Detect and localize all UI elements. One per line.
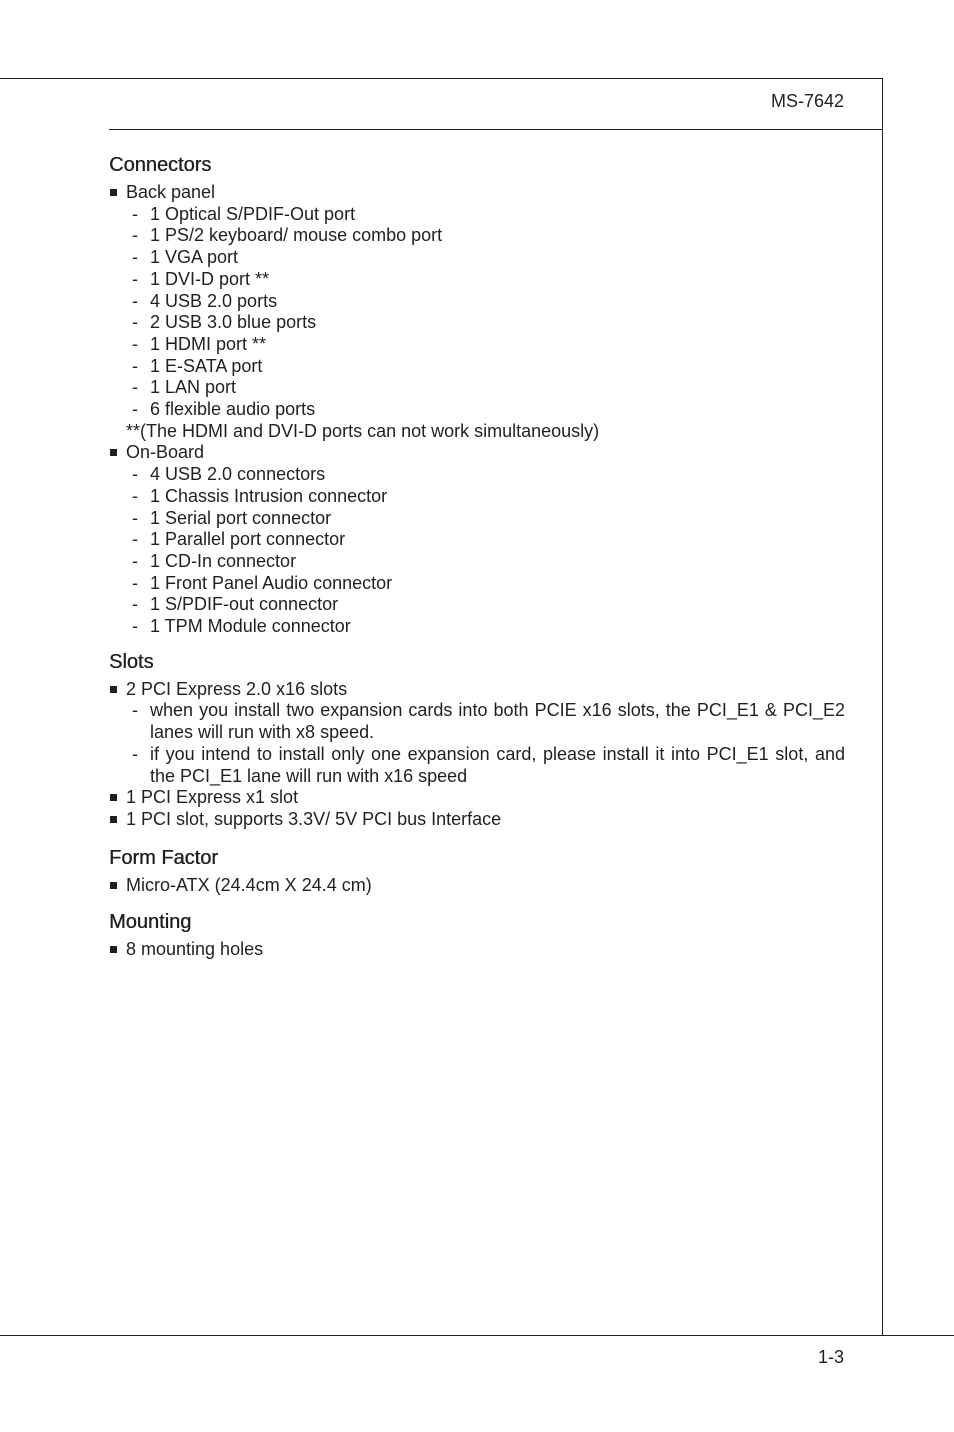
page-number: 1-3 <box>817 1347 844 1367</box>
sub-item: - 1 Chassis Intrusion connector <box>132 485 388 506</box>
sub-item: - 1 Optical S/PDIF-Out port <box>132 203 356 224</box>
footnote: **(The HDMI and DVI-D ports can not work simultaneously) <box>126 420 600 441</box>
sub-item: - 1 Parallel port connector <box>132 529 346 550</box>
top-rule <box>0 78 883 79</box>
section-form-factor <box>109 844 845 897</box>
square-bullet-icon <box>110 189 117 196</box>
square-bullet-icon <box>110 794 117 801</box>
header-rule <box>109 129 883 130</box>
right-margin-rule <box>882 78 883 1335</box>
item-label: 8 mounting holes <box>126 939 264 960</box>
sub-item: - 1 Serial port connector <box>132 507 332 528</box>
spec-content <box>109 151 845 969</box>
section-title-form-factor: Form Factor <box>109 846 218 869</box>
square-bullet-icon <box>110 686 117 693</box>
sub-item: - 4 USB 2.0 connectors <box>132 464 326 485</box>
sub-item: - 2 USB 3.0 blue ports <box>132 312 317 333</box>
section-title-mounting: Mounting <box>109 911 192 934</box>
item-label: 2 PCI Express 2.0 x16 slots <box>126 678 348 699</box>
square-bullet-icon <box>110 946 117 953</box>
sub-item: - 1 S/PDIF-out connector <box>132 594 339 615</box>
model-number: MS-7642 <box>770 91 844 111</box>
item-label: Back panel <box>126 182 216 202</box>
sub-item: - 1 E-SATA port <box>132 355 263 376</box>
list-item-on-board <box>109 442 845 464</box>
sub-item: - 1 LAN port <box>132 377 237 398</box>
item-label: On-Board <box>126 442 205 463</box>
sub-item: - 1 VGA port <box>132 247 239 268</box>
sub-item: - 6 flexible audio ports <box>132 399 316 420</box>
sub-item: - 1 HDMI port ** <box>132 333 267 354</box>
list-item <box>109 679 845 701</box>
sub-item: - 1 DVI-D port ** <box>132 268 270 289</box>
square-bullet-icon <box>110 882 117 889</box>
section-title-connectors: Connectors <box>109 154 212 176</box>
square-bullet-icon <box>110 816 117 823</box>
list-item-back-panel <box>109 182 845 204</box>
item-label: 1 PCI slot, supports 3.3V/ 5V PCI bus Interface <box>126 808 502 829</box>
sub-item: - if you intend to install only one expansion card, please install it into PCI_E1 slot, and the PCI_E1 lane will run with x16 speed <box>132 743 845 786</box>
sub-item: - 4 USB 2.0 ports <box>132 290 278 311</box>
section-mounting <box>109 908 845 961</box>
sub-item: - 1 CD-In connector <box>132 550 297 571</box>
section-slots <box>109 648 845 831</box>
section-connectors <box>109 151 845 638</box>
section-title-slots: Slots <box>109 650 154 673</box>
list-item <box>109 809 845 831</box>
sub-item: - 1 TPM Module connector <box>132 616 351 637</box>
item-label: 1 PCI Express x1 slot <box>126 787 299 808</box>
list-item <box>109 939 845 961</box>
square-bullet-icon <box>110 449 117 456</box>
sub-item: - when you install two expansion cards into both PCIE x16 slots, the PCI_E1 & PCI_E2 lanes will run with x8 speed. <box>132 700 845 743</box>
sub-item: - 1 PS/2 keyboard/ mouse combo port <box>132 225 443 246</box>
bottom-rule <box>0 1335 954 1336</box>
list-item <box>109 787 845 809</box>
item-label: Micro-ATX (24.4cm X 24.4 cm) <box>126 874 372 895</box>
sub-item: - 1 Front Panel Audio connector <box>132 572 393 593</box>
list-item <box>109 875 845 897</box>
